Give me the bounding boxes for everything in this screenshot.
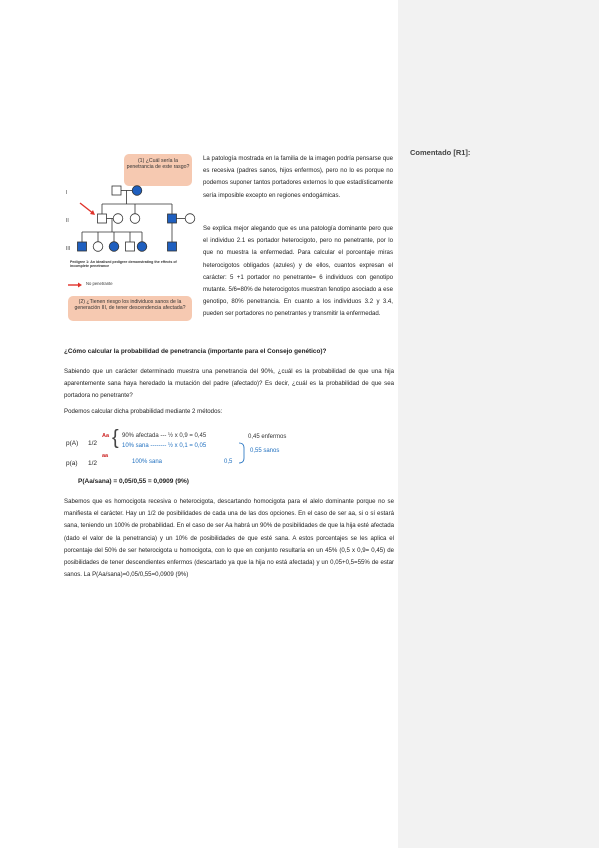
pedigree-figure [62, 148, 200, 328]
formula-healthy-line: 10% sana -------- ½ x 0,1 = 0,05 [122, 443, 207, 449]
ind-3-1 [78, 242, 87, 251]
gen-label-I: I [66, 190, 68, 196]
ind-2-3 [130, 214, 140, 224]
formula-affected-line: 90% afectada --- ½ x 0,9 = 0,45 [122, 433, 207, 439]
ind-2-5 [185, 214, 195, 224]
ind-2-1 [98, 214, 107, 223]
pa-label: p(a) [66, 460, 78, 467]
paragraph-recessive: La patología mostrada en la familia de la imagen podría pensarse que es recesiva (padres sanos, hijos enfermos), pero no lo es porque no podemos suponer tantos portadores externos lo que estadísticamente sería imposible excepto en regiones endogámicas. [203, 155, 393, 199]
genotype-aa: aa [102, 453, 109, 459]
figure-caption: Pedigree 1: An idealised pedigree demonstrating the effects of incomplete penetrance [70, 260, 177, 269]
section-heading: ¿Cómo calcular la probabilidad de penetrancia (importante para el Consejo genético)? [64, 348, 327, 355]
brace: { [112, 427, 119, 449]
ind-3-2 [93, 242, 103, 252]
paragraph-explanation: Sabemos que es homocigota recesiva o heterocigota, descartando homocigota para el alelo dominante porque no se manifiesta el carácter. Hay un 1/2 de posibilidades de cada una de las dos opciones. En el caso de ser aa, si o sí estará sana, teniendo un 100% de probabilidad. En el caso de ser Aa habrá un 90% de posibilidades de que la hija esté afectada (dado el valor de la penetrancia) y un 10% de posibilidades de que esté sana. A estos porcentajes se les aplica el porcentaje del 50% de ser heterocigota u homocigota, con lo que en conjunto resultaría en un 45% (0,5 x 0,9= 0,45) de posibilidades de tener descendientes enfermos (descartado ya que la hija no está afectada) y un 0,05+0,5=55% de estar sanos. La P(Aa/sana)=0,05/0,55=0,0909 (9%) [64, 498, 394, 579]
callout-risk-question: (2) ¿Tienen riesgo los individuos sanos de la generación III, de tener descendencia afectada? [68, 296, 192, 321]
gen-label-III: III [66, 246, 71, 252]
sanos-bracket [238, 442, 248, 464]
paragraph-question: Sabiendo que un carácter determinado muestra una penetrancia del 90%, ¿cuál es la probabilidad de que una hija aparentemente sana haya heredado la mutación del padre (afectado)? Es decir, ¿cuál es la probabilidad de que sea portadora no penetrante? [64, 368, 394, 400]
ind-3-3 [109, 242, 119, 252]
formula-aa-value: 0,5 [224, 459, 233, 465]
genotype-Aa: Aa [102, 433, 110, 439]
paragraph-dominant: Se explica mejor alegando que es una patología dominante pero que el individuo 2.1 es portador heterocigoto, pero no penetrante, por lo que no muestra la enfermedad. Para calcular el porcentaje miras heterocigotos obligados (azules) y de ellos, cuantos expresan el carácter: 5 +1 portador no penetrante= 6 individuos con genotipo mutante. 5/6=80% de heterocigotos muestran fenotipo asociado a ese genotipo, 80% penetrancia. En cuanto a los individuos 3.2 y 3.4, pueden ser portadores no penetrantes y transmitir la enfermedad. [203, 225, 393, 318]
ind-2-2 [113, 214, 123, 224]
pA-label: p(A) [66, 440, 79, 447]
gen-label-II: II [66, 218, 69, 224]
formula-enfermos: 0,45 enfermos [248, 434, 287, 440]
ind-3-6 [168, 242, 177, 251]
pa-value: 1/2 [88, 460, 98, 467]
probability-formula [64, 428, 309, 492]
paragraph-methods: Podemos calcular dicha probabilidad mediante 2 métodos: [64, 408, 223, 415]
comment-sidebar [398, 0, 599, 848]
callout-penetrance-question: (1) ¿Cuál sería la penetrancia de este rasgo? [124, 154, 192, 186]
ind-3-4 [126, 242, 135, 251]
formula-aa-line: 100% sana [132, 459, 163, 465]
comment-label[interactable]: Comentado [R1]: [410, 148, 471, 157]
ind-3-5 [137, 242, 147, 252]
formula-result: P(Aa/sana) = 0,05/0,55 = 0,0909 (9%) [78, 478, 189, 485]
legend-label: No penetrante [86, 281, 113, 286]
formula-sanos: 0,55 sanos [250, 448, 280, 454]
ind-1-1 [112, 186, 121, 195]
ind-2-4 [168, 214, 177, 223]
ind-1-2 [132, 186, 142, 196]
pA-value: 1/2 [88, 440, 98, 447]
